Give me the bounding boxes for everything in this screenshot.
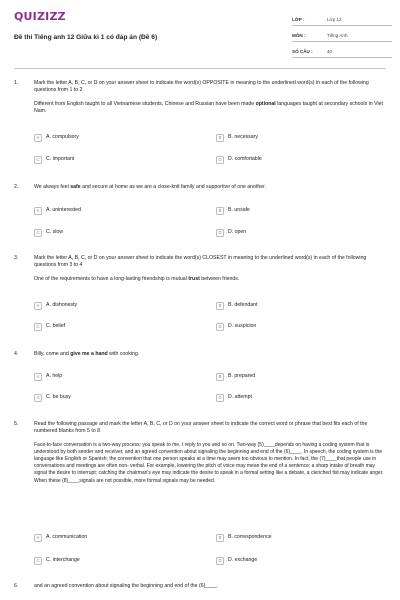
option-letter: D [216, 323, 224, 331]
question-stem [34, 80, 386, 115]
question-number: 3. [14, 255, 19, 261]
option-letter: C [34, 394, 42, 402]
question-number: 4. [14, 351, 19, 357]
question-text: One of the requirements to have a long-lasting friendship is mutual trust between friends. [34, 276, 240, 283]
meta-label: LỚP : [292, 17, 305, 23]
option-letter: C [34, 323, 42, 331]
option-d[interactable] [216, 393, 252, 403]
option-label: A. help [46, 373, 63, 380]
option-letter: D [216, 557, 224, 565]
meta-label: MÔN : [292, 33, 306, 39]
question-text: Mark the letter A, B, C, or D on your answer sheet to indicate the word(s) OPPOSITE in meaning to the underlined word(s) in each of the following questions from 1 to 2 [34, 80, 369, 94]
meta-value: Lớp 12 [327, 17, 342, 23]
option-letter: B [216, 207, 224, 215]
option-b[interactable] [216, 372, 255, 382]
question-number: 1. [14, 80, 19, 86]
option-a[interactable] [34, 133, 79, 143]
question-text: Billy, come and give me a hand with cooking. [34, 351, 140, 357]
option-label: C. belief [46, 323, 66, 330]
option-b[interactable] [216, 533, 272, 543]
option-label: A. uninterested [46, 207, 81, 214]
option-label: C. be busy [46, 394, 71, 401]
page-title: Đề thi Tiếng anh 12 Giữa kì 1 có đáp án (Đề 6) [14, 34, 158, 41]
meta-panel [292, 13, 392, 58]
option-letter: A [34, 207, 42, 215]
option-label: B. correspondence [228, 534, 272, 541]
option-d[interactable] [216, 228, 246, 238]
option-letter: B [216, 534, 224, 542]
option-letter: B [216, 134, 224, 142]
question-text: We always feel safe and secure at home as we are a close-knit family and supportive of one another. [34, 184, 267, 190]
option-b[interactable] [216, 133, 258, 143]
option-letter: B [216, 373, 224, 381]
question-stem [34, 421, 386, 485]
option-label: D. comfortable [228, 156, 262, 163]
option-a[interactable] [34, 372, 62, 382]
option-letter: A [34, 134, 42, 142]
option-label: A. dishonesty [46, 302, 78, 309]
header-divider [14, 68, 386, 69]
option-letter: A [34, 373, 42, 381]
option-label: A. compulsory [46, 134, 79, 141]
option-c[interactable] [34, 556, 80, 566]
option-c[interactable] [34, 228, 63, 238]
option-label: C. interchange [46, 557, 80, 564]
option-d[interactable] [216, 556, 257, 566]
option-label: D. exchange [228, 557, 258, 564]
question-stem [34, 351, 386, 358]
option-letter: A [34, 534, 42, 542]
option-label: D. attempt [228, 394, 252, 401]
question-stem [34, 583, 386, 590]
option-label: B. defendant [228, 302, 258, 309]
option-label: B. unsafe [228, 207, 250, 214]
option-letter: C [34, 229, 42, 237]
option-d[interactable] [216, 322, 256, 332]
option-a[interactable] [34, 533, 87, 543]
question-text: Different from English taught to all Vietnamese students, Chinese and Russian have been made optional languages taught at secondary schools in Viet Nam. [34, 101, 383, 115]
option-label: D. open [228, 229, 247, 236]
option-c[interactable] [34, 393, 71, 403]
question-text: Read the following passage and mark the letter A, B, C, or D on your answer sheet to indicate the correct word or phrase that best fits each of the numbered blanks from 5 to 8 [34, 421, 368, 435]
option-letter: C [34, 557, 42, 565]
question-text: Mark the letter A, B, C, or D on your answer sheet to indicate the word(s) CLOSEST in meaning to the underlined word(s) in each of the following questions from 3 to 4 [34, 255, 367, 269]
option-label: C. important [46, 156, 75, 163]
option-a[interactable] [34, 301, 77, 311]
question-stem [34, 184, 386, 191]
question-text: and an agreed convention about signaling the beginning and end of the (6)____. [34, 583, 219, 589]
option-label: C. slow [46, 229, 64, 236]
meta-row-count [292, 45, 392, 58]
option-c[interactable] [34, 322, 65, 332]
option-letter: D [216, 156, 224, 164]
reading-passage: Face-to-face conversation is a two-way process: you speak to me, I reply to you and so on. Two-way (5)____depends on having a coding system that is understood by both sender and receiver, and an agreed convention about signaling the beginning and end of the (6)____. In speech, the coding system is the language like English or Spanish; the convention that one person speaks at a time may seem too obvious to mention. In fact, the (7)____that people use in conversations and meetings are often non- verbal. For example, lowering the pitch of voice may mean the end of a sentence; a sharp intake of breath may signal the desire to interrupt; catching the chairman's eye may indicate the desire to speak in a formal setting like a debate, a clenched fist may indicate anger. When these (8)____signals are not possible, more formal signals may be needed. [34, 442, 384, 484]
option-label: D. suspicion [228, 323, 257, 330]
option-label: A. communication [46, 534, 88, 541]
option-a[interactable] [34, 206, 81, 216]
option-letter: C [34, 156, 42, 164]
worksheet-header [0, 0, 400, 66]
question-stem [34, 255, 386, 283]
meta-value: 40 [327, 49, 333, 55]
option-label: B. necessary [228, 134, 258, 141]
question-number: 5. [14, 421, 19, 427]
option-label: B. prepared [228, 373, 256, 380]
option-letter: B [216, 302, 224, 310]
option-letter: D [216, 394, 224, 402]
meta-label: SỐ CÂU : [292, 49, 313, 55]
option-c[interactable] [34, 155, 74, 165]
option-d[interactable] [216, 155, 262, 165]
meta-value: Tiếng Anh [327, 33, 348, 39]
question-number: 2. [14, 184, 19, 190]
question-number: 6. [14, 583, 19, 589]
option-letter: D [216, 229, 224, 237]
meta-row-subject [292, 29, 392, 42]
meta-row-class [292, 13, 392, 26]
option-b[interactable] [216, 301, 257, 311]
option-b[interactable] [216, 206, 250, 216]
quizizz-logo: QUIZIZZ [14, 10, 66, 23]
option-letter: A [34, 302, 42, 310]
